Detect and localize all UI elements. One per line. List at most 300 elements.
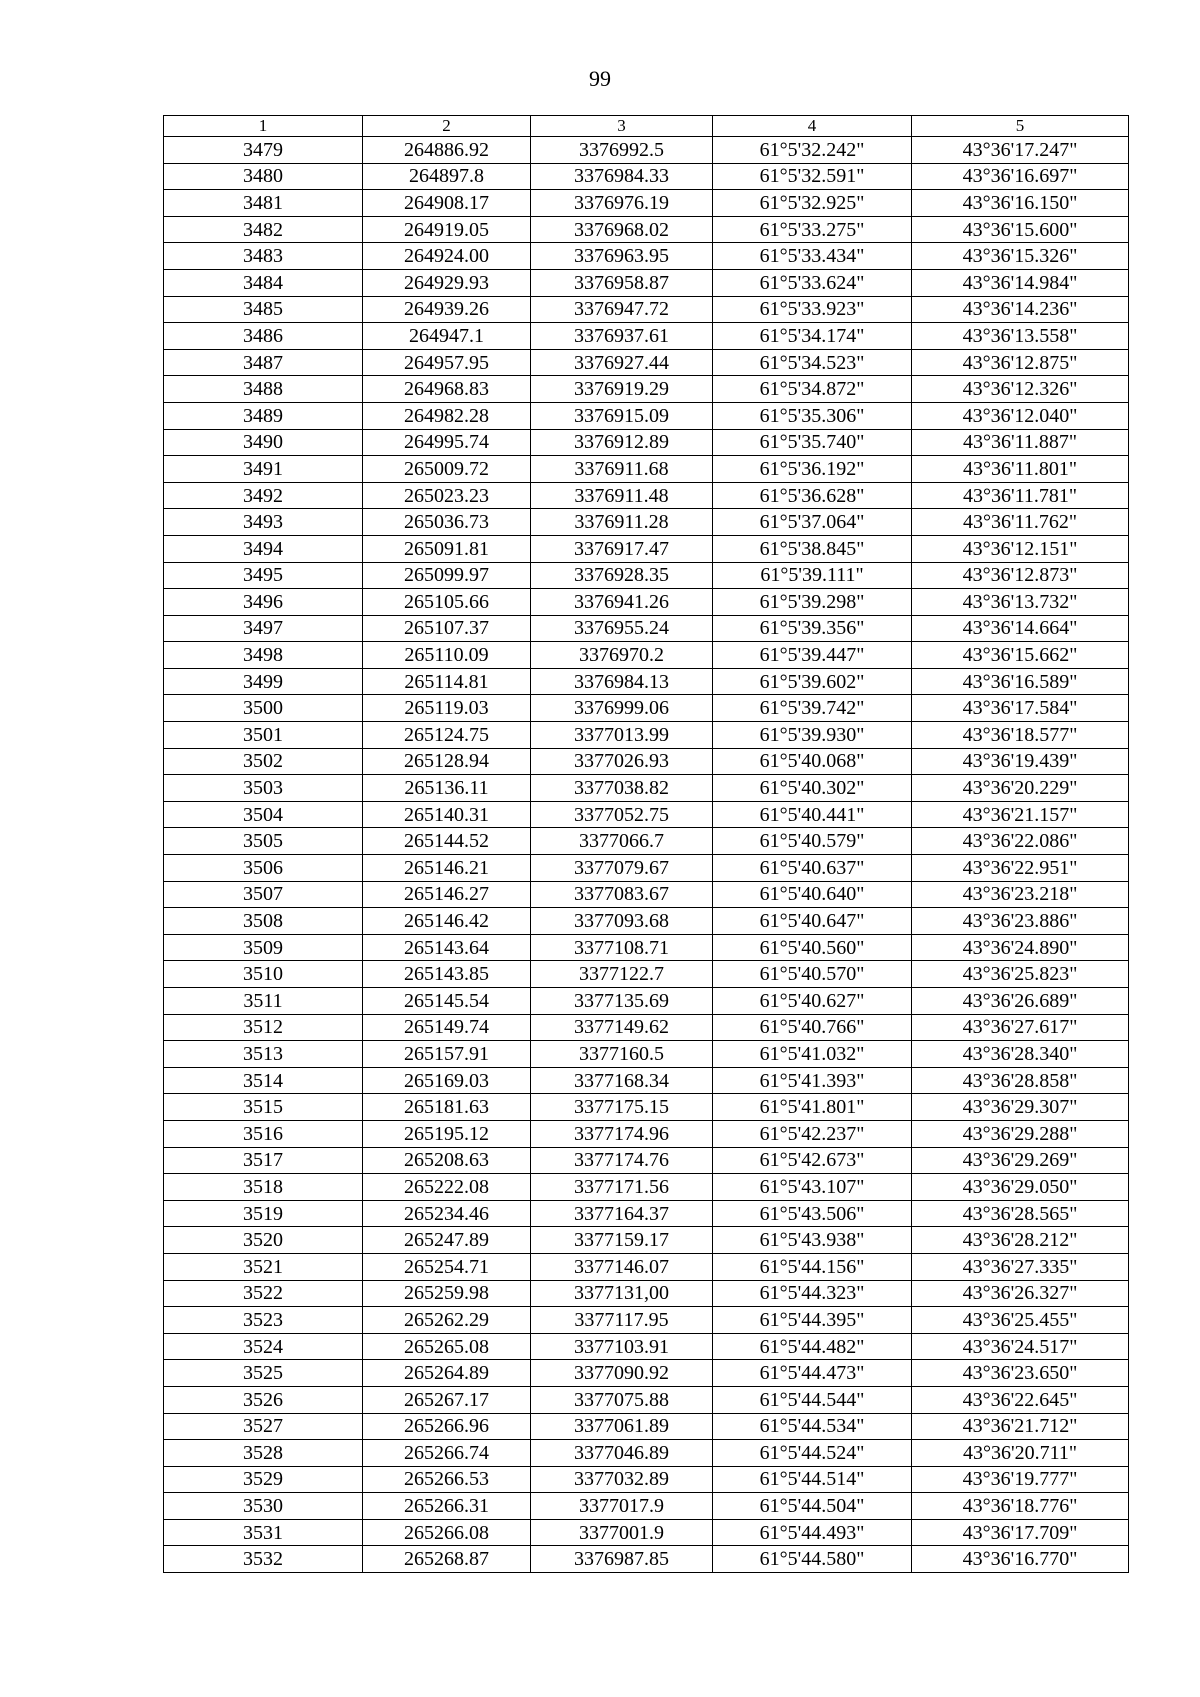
y-coordinate-cell: 3376947.72 [531, 296, 713, 323]
x-coordinate-cell: 265136.11 [363, 775, 531, 802]
point-number-cell: 3532 [164, 1546, 363, 1573]
point-number-cell: 3479 [164, 137, 363, 164]
longitude-cell: 61°5'36.628" [713, 482, 912, 509]
x-coordinate-cell: 265099.97 [363, 562, 531, 589]
table-row [164, 509, 1129, 536]
x-coordinate-cell: 265157.91 [363, 1041, 531, 1068]
latitude-cell: 43°36'21.157" [912, 801, 1129, 828]
x-coordinate-cell: 265146.27 [363, 881, 531, 908]
x-coordinate-cell: 265262.29 [363, 1307, 531, 1334]
table-row [164, 855, 1129, 882]
x-coordinate-cell: 265107.37 [363, 615, 531, 642]
point-number-cell: 3520 [164, 1227, 363, 1254]
point-number-cell: 3482 [164, 216, 363, 243]
y-coordinate-cell: 3376984.13 [531, 668, 713, 695]
table-row [164, 163, 1129, 190]
longitude-cell: 61°5'44.534" [713, 1413, 912, 1440]
point-number-cell: 3519 [164, 1200, 363, 1227]
point-number-cell: 3522 [164, 1280, 363, 1307]
latitude-cell: 43°36'12.326" [912, 376, 1129, 403]
x-coordinate-cell: 265195.12 [363, 1120, 531, 1147]
column-header-5: 5 [912, 116, 1129, 137]
x-coordinate-cell: 265222.08 [363, 1174, 531, 1201]
table-row [164, 349, 1129, 376]
table-row [164, 1067, 1129, 1094]
longitude-cell: 61°5'39.602" [713, 668, 912, 695]
latitude-cell: 43°36'29.269" [912, 1147, 1129, 1174]
longitude-cell: 61°5'41.032" [713, 1041, 912, 1068]
latitude-cell: 43°36'23.218" [912, 881, 1129, 908]
latitude-cell: 43°36'13.732" [912, 589, 1129, 616]
table-row [164, 1519, 1129, 1546]
latitude-cell: 43°36'11.762" [912, 509, 1129, 536]
y-coordinate-cell: 3377090.92 [531, 1360, 713, 1387]
point-number-cell: 3527 [164, 1413, 363, 1440]
y-coordinate-cell: 3377075.88 [531, 1386, 713, 1413]
x-coordinate-cell: 265143.85 [363, 961, 531, 988]
longitude-cell: 61°5'44.323" [713, 1280, 912, 1307]
longitude-cell: 61°5'43.506" [713, 1200, 912, 1227]
latitude-cell: 43°36'29.050" [912, 1174, 1129, 1201]
longitude-cell: 61°5'44.580" [713, 1546, 912, 1573]
latitude-cell: 43°36'29.288" [912, 1120, 1129, 1147]
point-number-cell: 3488 [164, 376, 363, 403]
y-coordinate-cell: 3377032.89 [531, 1466, 713, 1493]
x-coordinate-cell: 265091.81 [363, 535, 531, 562]
longitude-cell: 61°5'40.637" [713, 855, 912, 882]
longitude-cell: 61°5'44.524" [713, 1440, 912, 1467]
point-number-cell: 3504 [164, 801, 363, 828]
latitude-cell: 43°36'16.770" [912, 1546, 1129, 1573]
point-number-cell: 3491 [164, 456, 363, 483]
point-number-cell: 3501 [164, 722, 363, 749]
point-number-cell: 3496 [164, 589, 363, 616]
y-coordinate-cell: 3377171.56 [531, 1174, 713, 1201]
x-coordinate-cell: 265266.08 [363, 1519, 531, 1546]
y-coordinate-cell: 3377001.9 [531, 1519, 713, 1546]
longitude-cell: 61°5'33.923" [713, 296, 912, 323]
table-row [164, 296, 1129, 323]
x-coordinate-cell: 265266.31 [363, 1493, 531, 1520]
point-number-cell: 3512 [164, 1014, 363, 1041]
point-number-cell: 3493 [164, 509, 363, 536]
y-coordinate-cell: 3377013.99 [531, 722, 713, 749]
longitude-cell: 61°5'41.801" [713, 1094, 912, 1121]
latitude-cell: 43°36'15.662" [912, 642, 1129, 669]
table-body [164, 137, 1129, 1573]
table-row [164, 1493, 1129, 1520]
header-row [164, 116, 1129, 137]
longitude-cell: 61°5'32.925" [713, 190, 912, 217]
table-row [164, 642, 1129, 669]
table-row [164, 1386, 1129, 1413]
longitude-cell: 61°5'39.356" [713, 615, 912, 642]
point-number-cell: 3531 [164, 1519, 363, 1546]
table-row [164, 748, 1129, 775]
x-coordinate-cell: 265146.21 [363, 855, 531, 882]
x-coordinate-cell: 264929.93 [363, 269, 531, 296]
latitude-cell: 43°36'26.327" [912, 1280, 1129, 1307]
column-header-1: 1 [164, 116, 363, 137]
x-coordinate-cell: 265169.03 [363, 1067, 531, 1094]
latitude-cell: 43°36'14.236" [912, 296, 1129, 323]
longitude-cell: 61°5'42.673" [713, 1147, 912, 1174]
x-coordinate-cell: 265266.53 [363, 1466, 531, 1493]
page-number: 99 [589, 66, 611, 91]
latitude-cell: 43°36'17.584" [912, 695, 1129, 722]
latitude-cell: 43°36'15.326" [912, 243, 1129, 270]
y-coordinate-cell: 3377135.69 [531, 988, 713, 1015]
column-header-4: 4 [713, 116, 912, 137]
table-row [164, 190, 1129, 217]
table-row [164, 828, 1129, 855]
y-coordinate-cell: 3376912.89 [531, 429, 713, 456]
x-coordinate-cell: 265145.54 [363, 988, 531, 1015]
longitude-cell: 61°5'34.523" [713, 349, 912, 376]
point-number-cell: 3490 [164, 429, 363, 456]
y-coordinate-cell: 3376955.24 [531, 615, 713, 642]
table-row [164, 216, 1129, 243]
longitude-cell: 61°5'44.493" [713, 1519, 912, 1546]
table-row [164, 1174, 1129, 1201]
longitude-cell: 61°5'43.938" [713, 1227, 912, 1254]
table-row [164, 1440, 1129, 1467]
table-row [164, 137, 1129, 164]
table-row [164, 961, 1129, 988]
point-number-cell: 3487 [164, 349, 363, 376]
latitude-cell: 43°36'27.617" [912, 1014, 1129, 1041]
longitude-cell: 61°5'36.192" [713, 456, 912, 483]
table-row [164, 1333, 1129, 1360]
table-row [164, 1546, 1129, 1573]
table-row [164, 722, 1129, 749]
latitude-cell: 43°36'27.335" [912, 1253, 1129, 1280]
x-coordinate-cell: 265110.09 [363, 642, 531, 669]
latitude-cell: 43°36'18.577" [912, 722, 1129, 749]
longitude-cell: 61°5'44.504" [713, 1493, 912, 1520]
table-row [164, 615, 1129, 642]
longitude-cell: 61°5'40.627" [713, 988, 912, 1015]
table-row [164, 934, 1129, 961]
longitude-cell: 61°5'44.482" [713, 1333, 912, 1360]
point-number-cell: 3484 [164, 269, 363, 296]
x-coordinate-cell: 264982.28 [363, 402, 531, 429]
table-header [164, 116, 1129, 137]
longitude-cell: 61°5'33.434" [713, 243, 912, 270]
y-coordinate-cell: 3376928.35 [531, 562, 713, 589]
latitude-cell: 43°36'22.951" [912, 855, 1129, 882]
y-coordinate-cell: 3377017.9 [531, 1493, 713, 1520]
latitude-cell: 43°36'11.801" [912, 456, 1129, 483]
y-coordinate-cell: 3376911.28 [531, 509, 713, 536]
x-coordinate-cell: 265119.03 [363, 695, 531, 722]
latitude-cell: 43°36'13.558" [912, 323, 1129, 350]
y-coordinate-cell: 3376976.19 [531, 190, 713, 217]
longitude-cell: 61°5'34.872" [713, 376, 912, 403]
longitude-cell: 61°5'39.298" [713, 589, 912, 616]
y-coordinate-cell: 3377052.75 [531, 801, 713, 828]
x-coordinate-cell: 265265.08 [363, 1333, 531, 1360]
longitude-cell: 61°5'39.111" [713, 562, 912, 589]
y-coordinate-cell: 3376919.29 [531, 376, 713, 403]
table-row [164, 1041, 1129, 1068]
table-row [164, 1147, 1129, 1174]
longitude-cell: 61°5'40.068" [713, 748, 912, 775]
table-row [164, 376, 1129, 403]
longitude-cell: 61°5'40.640" [713, 881, 912, 908]
latitude-cell: 43°36'11.781" [912, 482, 1129, 509]
table-row [164, 775, 1129, 802]
y-coordinate-cell: 3377160.5 [531, 1041, 713, 1068]
latitude-cell: 43°36'20.229" [912, 775, 1129, 802]
latitude-cell: 43°36'26.689" [912, 988, 1129, 1015]
y-coordinate-cell: 3377108.71 [531, 934, 713, 961]
y-coordinate-cell: 3376958.87 [531, 269, 713, 296]
x-coordinate-cell: 265268.87 [363, 1546, 531, 1573]
y-coordinate-cell: 3377061.89 [531, 1413, 713, 1440]
latitude-cell: 43°36'16.589" [912, 668, 1129, 695]
point-number-cell: 3521 [164, 1253, 363, 1280]
point-number-cell: 3500 [164, 695, 363, 722]
point-number-cell: 3524 [164, 1333, 363, 1360]
latitude-cell: 43°36'28.858" [912, 1067, 1129, 1094]
y-coordinate-cell: 3377066.7 [531, 828, 713, 855]
table-row [164, 1360, 1129, 1387]
x-coordinate-cell: 264908.17 [363, 190, 531, 217]
point-number-cell: 3525 [164, 1360, 363, 1387]
y-coordinate-cell: 3377174.96 [531, 1120, 713, 1147]
y-coordinate-cell: 3376911.48 [531, 482, 713, 509]
longitude-cell: 61°5'39.447" [713, 642, 912, 669]
point-number-cell: 3515 [164, 1094, 363, 1121]
point-number-cell: 3503 [164, 775, 363, 802]
point-number-cell: 3497 [164, 615, 363, 642]
table-row [164, 429, 1129, 456]
point-number-cell: 3513 [164, 1041, 363, 1068]
table-row [164, 323, 1129, 350]
x-coordinate-cell: 265124.75 [363, 722, 531, 749]
y-coordinate-cell: 3376963.95 [531, 243, 713, 270]
point-number-cell: 3498 [164, 642, 363, 669]
y-coordinate-cell: 3377083.67 [531, 881, 713, 908]
longitude-cell: 61°5'35.740" [713, 429, 912, 456]
y-coordinate-cell: 3377146.07 [531, 1253, 713, 1280]
y-coordinate-cell: 3377103.91 [531, 1333, 713, 1360]
latitude-cell: 43°36'25.455" [912, 1307, 1129, 1334]
latitude-cell: 43°36'20.711" [912, 1440, 1129, 1467]
x-coordinate-cell: 265143.64 [363, 934, 531, 961]
y-coordinate-cell: 3377149.62 [531, 1014, 713, 1041]
x-coordinate-cell: 265023.23 [363, 482, 531, 509]
table-row [164, 1280, 1129, 1307]
longitude-cell: 61°5'37.064" [713, 509, 912, 536]
latitude-cell: 43°36'17.709" [912, 1519, 1129, 1546]
longitude-cell: 61°5'44.395" [713, 1307, 912, 1334]
point-number-cell: 3499 [164, 668, 363, 695]
latitude-cell: 43°36'25.823" [912, 961, 1129, 988]
y-coordinate-cell: 3377079.67 [531, 855, 713, 882]
y-coordinate-cell: 3376915.09 [531, 402, 713, 429]
x-coordinate-cell: 265114.81 [363, 668, 531, 695]
table-row [164, 1014, 1129, 1041]
y-coordinate-cell: 3376968.02 [531, 216, 713, 243]
latitude-cell: 43°36'24.890" [912, 934, 1129, 961]
point-number-cell: 3516 [164, 1120, 363, 1147]
point-number-cell: 3514 [164, 1067, 363, 1094]
y-coordinate-cell: 3377175.15 [531, 1094, 713, 1121]
longitude-cell: 61°5'40.570" [713, 961, 912, 988]
x-coordinate-cell: 265208.63 [363, 1147, 531, 1174]
y-coordinate-cell: 3376937.61 [531, 323, 713, 350]
y-coordinate-cell: 3376911.68 [531, 456, 713, 483]
y-coordinate-cell: 3376970.2 [531, 642, 713, 669]
longitude-cell: 61°5'44.156" [713, 1253, 912, 1280]
longitude-cell: 61°5'33.624" [713, 269, 912, 296]
table-row [164, 695, 1129, 722]
latitude-cell: 43°36'23.886" [912, 908, 1129, 935]
x-coordinate-cell: 264957.95 [363, 349, 531, 376]
x-coordinate-cell: 264947.1 [363, 323, 531, 350]
latitude-cell: 43°36'28.565" [912, 1200, 1129, 1227]
table-row [164, 1200, 1129, 1227]
latitude-cell: 43°36'24.517" [912, 1333, 1129, 1360]
longitude-cell: 61°5'40.579" [713, 828, 912, 855]
x-coordinate-cell: 265181.63 [363, 1094, 531, 1121]
y-coordinate-cell: 3377122.7 [531, 961, 713, 988]
longitude-cell: 61°5'40.647" [713, 908, 912, 935]
table-row [164, 1307, 1129, 1334]
x-coordinate-cell: 264968.83 [363, 376, 531, 403]
latitude-cell: 43°36'17.247" [912, 137, 1129, 164]
y-coordinate-cell: 3377159.17 [531, 1227, 713, 1254]
column-header-2: 2 [363, 116, 531, 137]
latitude-cell: 43°36'19.439" [912, 748, 1129, 775]
table-row [164, 456, 1129, 483]
longitude-cell: 61°5'38.845" [713, 535, 912, 562]
longitude-cell: 61°5'41.393" [713, 1067, 912, 1094]
point-number-cell: 3509 [164, 934, 363, 961]
point-number-cell: 3508 [164, 908, 363, 935]
longitude-cell: 61°5'32.242" [713, 137, 912, 164]
latitude-cell: 43°36'15.600" [912, 216, 1129, 243]
y-coordinate-cell: 3377174.76 [531, 1147, 713, 1174]
y-coordinate-cell: 3376984.33 [531, 163, 713, 190]
y-coordinate-cell: 3377046.89 [531, 1440, 713, 1467]
point-number-cell: 3486 [164, 323, 363, 350]
latitude-cell: 43°36'21.712" [912, 1413, 1129, 1440]
point-number-cell: 3480 [164, 163, 363, 190]
longitude-cell: 61°5'44.544" [713, 1386, 912, 1413]
x-coordinate-cell: 264924.00 [363, 243, 531, 270]
latitude-cell: 43°36'14.984" [912, 269, 1129, 296]
point-number-cell: 3507 [164, 881, 363, 908]
y-coordinate-cell: 3377026.93 [531, 748, 713, 775]
point-number-cell: 3506 [164, 855, 363, 882]
latitude-cell: 43°36'29.307" [912, 1094, 1129, 1121]
table-row [164, 881, 1129, 908]
table-row [164, 482, 1129, 509]
x-coordinate-cell: 265144.52 [363, 828, 531, 855]
table-row [164, 269, 1129, 296]
table-row [164, 801, 1129, 828]
longitude-cell: 61°5'40.766" [713, 1014, 912, 1041]
x-coordinate-cell: 265140.31 [363, 801, 531, 828]
latitude-cell: 43°36'22.645" [912, 1386, 1129, 1413]
y-coordinate-cell: 3377164.37 [531, 1200, 713, 1227]
longitude-cell: 61°5'42.237" [713, 1120, 912, 1147]
point-number-cell: 3510 [164, 961, 363, 988]
longitude-cell: 61°5'34.174" [713, 323, 912, 350]
longitude-cell: 61°5'40.302" [713, 775, 912, 802]
x-coordinate-cell: 265254.71 [363, 1253, 531, 1280]
y-coordinate-cell: 3377093.68 [531, 908, 713, 935]
table-row [164, 1253, 1129, 1280]
x-coordinate-cell: 265105.66 [363, 589, 531, 616]
y-coordinate-cell: 3377117.95 [531, 1307, 713, 1334]
table-row [164, 1227, 1129, 1254]
point-number-cell: 3530 [164, 1493, 363, 1520]
latitude-cell: 43°36'12.873" [912, 562, 1129, 589]
y-coordinate-cell: 3377131,00 [531, 1280, 713, 1307]
point-number-cell: 3481 [164, 190, 363, 217]
longitude-cell: 61°5'43.107" [713, 1174, 912, 1201]
point-number-cell: 3505 [164, 828, 363, 855]
longitude-cell: 61°5'40.441" [713, 801, 912, 828]
point-number-cell: 3485 [164, 296, 363, 323]
y-coordinate-cell: 3377168.34 [531, 1067, 713, 1094]
column-header-3: 3 [531, 116, 713, 137]
x-coordinate-cell: 264886.92 [363, 137, 531, 164]
latitude-cell: 43°36'28.212" [912, 1227, 1129, 1254]
y-coordinate-cell: 3376987.85 [531, 1546, 713, 1573]
table-row [164, 402, 1129, 429]
latitude-cell: 43°36'18.776" [912, 1493, 1129, 1520]
latitude-cell: 43°36'14.664" [912, 615, 1129, 642]
latitude-cell: 43°36'12.151" [912, 535, 1129, 562]
table-row [164, 535, 1129, 562]
longitude-cell: 61°5'33.275" [713, 216, 912, 243]
y-coordinate-cell: 3376999.06 [531, 695, 713, 722]
x-coordinate-cell: 265259.98 [363, 1280, 531, 1307]
point-number-cell: 3492 [164, 482, 363, 509]
x-coordinate-cell: 265149.74 [363, 1014, 531, 1041]
latitude-cell: 43°36'16.150" [912, 190, 1129, 217]
x-coordinate-cell: 264897.8 [363, 163, 531, 190]
latitude-cell: 43°36'28.340" [912, 1041, 1129, 1068]
latitude-cell: 43°36'22.086" [912, 828, 1129, 855]
x-coordinate-cell: 264919.05 [363, 216, 531, 243]
longitude-cell: 61°5'39.930" [713, 722, 912, 749]
x-coordinate-cell: 265009.72 [363, 456, 531, 483]
x-coordinate-cell: 265128.94 [363, 748, 531, 775]
point-number-cell: 3494 [164, 535, 363, 562]
table-row [164, 562, 1129, 589]
longitude-cell: 61°5'32.591" [713, 163, 912, 190]
point-number-cell: 3489 [164, 402, 363, 429]
x-coordinate-cell: 264995.74 [363, 429, 531, 456]
point-number-cell: 3511 [164, 988, 363, 1015]
longitude-cell: 61°5'44.473" [713, 1360, 912, 1387]
point-number-cell: 3529 [164, 1466, 363, 1493]
latitude-cell: 43°36'19.777" [912, 1466, 1129, 1493]
table-row [164, 1466, 1129, 1493]
latitude-cell: 43°36'16.697" [912, 163, 1129, 190]
coordinates-table [163, 115, 1129, 1573]
x-coordinate-cell: 265267.17 [363, 1386, 531, 1413]
y-coordinate-cell: 3376917.47 [531, 535, 713, 562]
x-coordinate-cell: 265247.89 [363, 1227, 531, 1254]
table-row [164, 668, 1129, 695]
